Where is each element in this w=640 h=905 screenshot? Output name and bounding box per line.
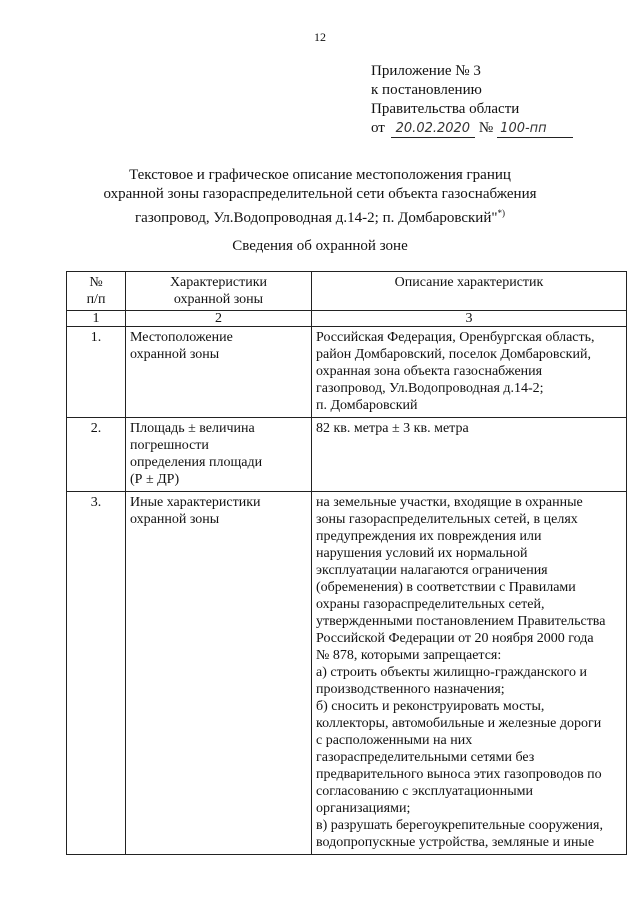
row-number: 3. xyxy=(67,492,126,855)
section-subtitle: Сведения об охранной зоне xyxy=(232,238,408,254)
table-row xyxy=(67,418,627,492)
table-row xyxy=(67,327,627,418)
index-cell: 3 xyxy=(312,311,627,327)
footnote-mark: *) xyxy=(497,208,505,218)
table-row xyxy=(67,492,627,855)
column-index-row xyxy=(67,311,627,327)
title-line-2: охранной зоны газораспределительной сети объекта газоснабжения xyxy=(103,186,537,202)
title-line-3: газопровод, Ул.Водопроводная д.14-2; п. Домбаровский"*) xyxy=(135,208,505,226)
row-number: 1. xyxy=(67,327,126,418)
header-characteristic: Характеристики охранной зоны xyxy=(126,272,312,311)
handwritten-number: 100-пп xyxy=(497,121,573,138)
appendix-block xyxy=(371,62,573,138)
header-num: № п/п xyxy=(67,272,126,311)
page-number: 12 xyxy=(314,30,326,44)
appendix-title: Приложение № 3 xyxy=(371,63,481,79)
row-characteristic: Иные характеристики охранной зоны xyxy=(126,492,312,855)
appendix-authority: Правительства области xyxy=(371,101,520,117)
index-cell: 1 xyxy=(67,311,126,327)
handwritten-date: 20.02.2020 xyxy=(391,121,475,138)
protection-zone-table xyxy=(66,271,627,855)
appendix-date-line xyxy=(371,119,573,138)
row-characteristic: Площадь ± величина погрешности определения площади (Р ± ДР) xyxy=(126,418,312,492)
row-characteristic: Местоположение охранной зоны xyxy=(126,327,312,418)
row-description: 82 кв. метра ± 3 кв. метра xyxy=(312,418,627,492)
from-label: от xyxy=(371,120,385,136)
row-description: на земельные участки, входящие в охранные зоны газораспределительных сетей, в целях предупреждения их повреждения или нарушения условий их нормальной эксплуатации налагаются ограничения (обременения) в соответствии с Правилами охраны газораспределительных сетей, утвержденными постановлением Правительства Российской Федерации от 20 ноября 2000 года № 878, которыми запрещается: а) строить объекты жилищно-гражданского и производственного назначения; б) сносить и реконструировать мосты, коллекторы, автомобильные и железные дороги с расположенными на них газораспределительными сетями без предварительного выноса этих газопроводов по согласованию с эксплуатационными организациями; в) разрушать берегоукрепительные сооружения, водопропускные устройства, земляные и иные xyxy=(312,492,627,855)
title-line-1: Текстовое и графическое описание местоположения границ xyxy=(129,167,511,183)
appendix-resolution: к постановлению xyxy=(371,82,482,98)
row-number: 2. xyxy=(67,418,126,492)
table-header-row xyxy=(67,272,627,311)
number-label: № xyxy=(478,120,494,136)
index-cell: 2 xyxy=(126,311,312,327)
row-description: Российская Федерация, Оренбургская область, район Домбаровский, поселок Домбаровский, охранная зона объекта газоснабжения газопровод, Ул.Водопроводная д.14-2; п. Домбаровский xyxy=(312,327,627,418)
document-title xyxy=(60,166,580,228)
header-description: Описание характеристик xyxy=(312,272,627,311)
